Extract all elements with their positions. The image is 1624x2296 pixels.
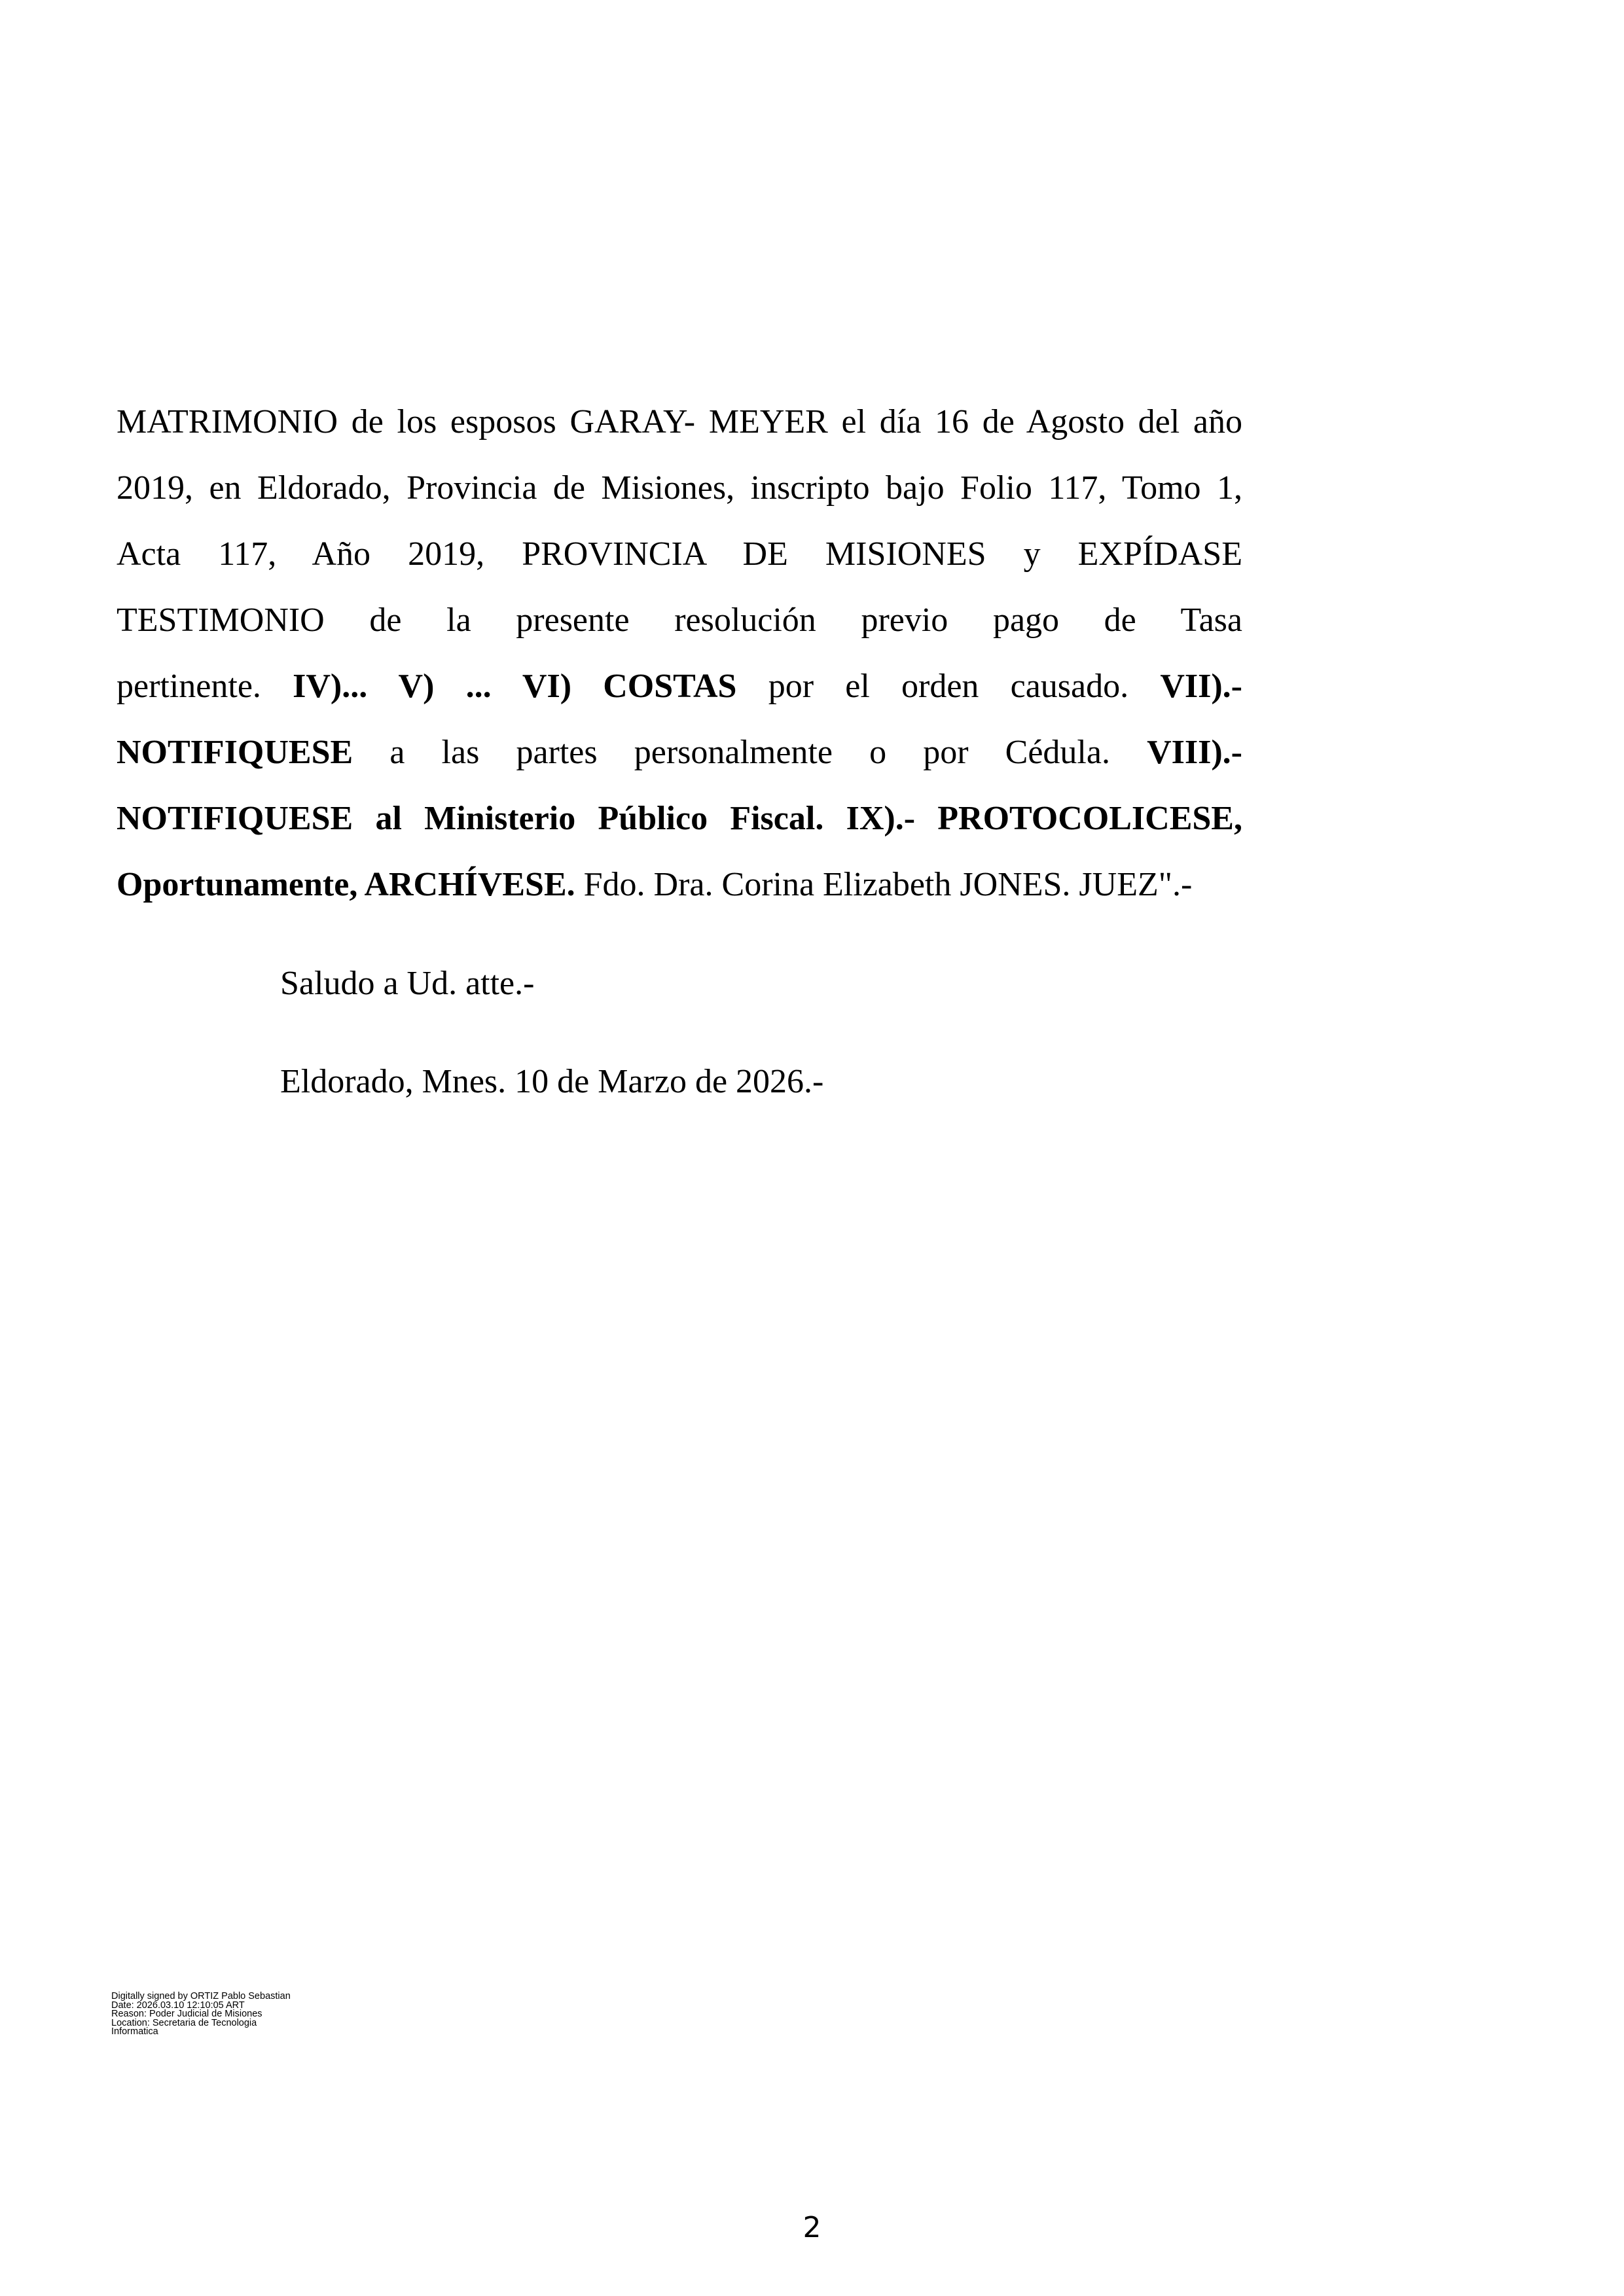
text-line-5 <box>117 653 1242 719</box>
closing-greeting: Saludo a Ud. atte.- <box>280 965 535 1002</box>
text-line-2: 2019, en Eldorado, Provincia de Misiones, inscripto bajo Folio 117, Tomo 1, <box>117 469 1242 507</box>
signature-reason: Reason: Poder Judicial de Misiones <box>111 2009 262 2019</box>
text-line-5-part-d: VII).- <box>1160 668 1243 705</box>
text-line-5-part-c: por el orden causado. <box>736 668 1161 705</box>
text-line-8 <box>117 852 1242 918</box>
signature-date: Date: 2026.03.10 12:10:05 ART <box>111 2000 245 2011</box>
text-line-6-part-a: NOTIFIQUESE <box>117 734 353 771</box>
text-line-5-part-b: IV)... V) ... VI) COSTAS <box>293 668 737 705</box>
text-line-5-part-a: pertinente. <box>117 668 293 705</box>
text-line-7: NOTIFIQUESE al Ministerio Público Fiscal. IX).- PROTOCOLICESE, <box>117 800 1242 837</box>
text-line-6-part-c: VIII).- <box>1147 734 1242 771</box>
text-line-4: TESTIMONIO de la presente resolución previo pago de Tasa <box>117 601 1242 639</box>
place-and-date: Eldorado, Mnes. 10 de Marzo de 2026.- <box>280 1063 824 1100</box>
resolution-text <box>117 389 1242 918</box>
signature-location: Location: Secretaria de Tecnologia <box>111 2017 257 2028</box>
text-line-8-part-b: Fdo. Dra. Corina Elizabeth JONES. JUEZ".- <box>575 866 1193 903</box>
text-line-6-part-b: a las partes personalmente o por Cédula. <box>353 734 1147 771</box>
signature-location-cont: Informatica <box>111 2026 158 2037</box>
page-number: 2 <box>803 2211 821 2244</box>
signature-signer: Digitally signed by ORTIZ Pablo Sebastian <box>111 1991 291 2001</box>
text-line-1: MATRIMONIO de los esposos GARAY- MEYER el día 16 de Agosto del año <box>117 403 1242 440</box>
text-line-8-part-a: Oportunamente, ARCHÍVESE. <box>117 866 575 903</box>
text-line-3: Acta 117, Año 2019, PROVINCIA DE MISIONES y EXPÍDASE <box>117 535 1242 573</box>
digital-signature-block <box>111 1992 386 2037</box>
text-line-6 <box>117 719 1242 785</box>
